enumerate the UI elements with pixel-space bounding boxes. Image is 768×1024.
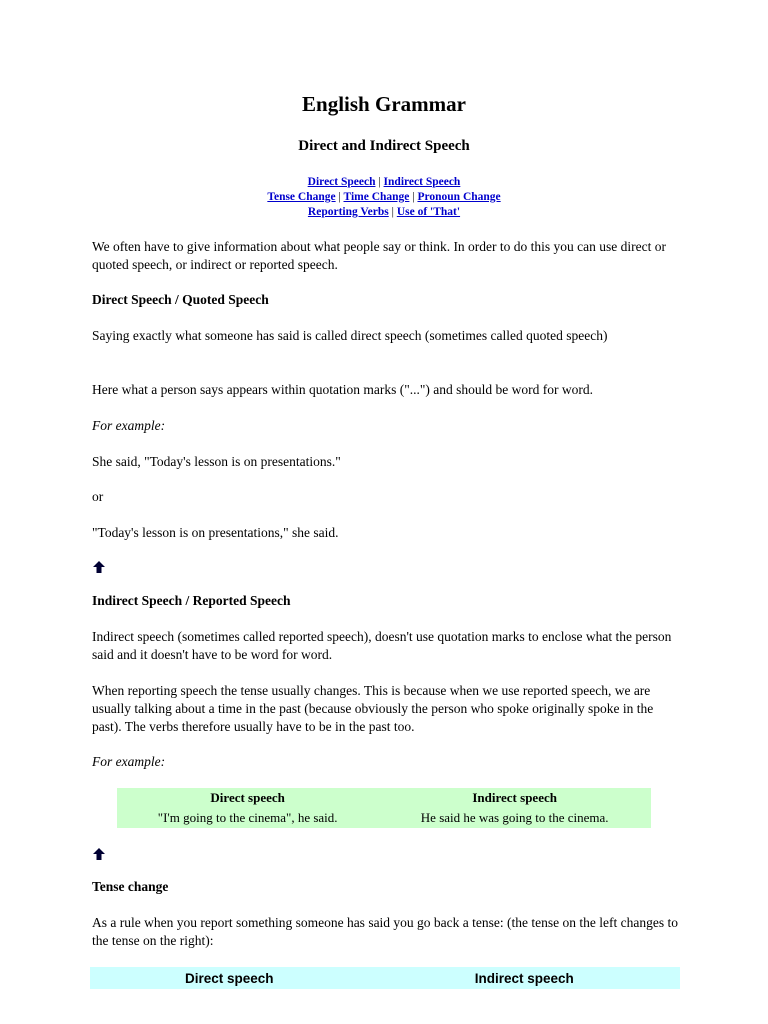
or-text: or bbox=[92, 489, 104, 504]
column-header: Direct speech bbox=[184, 970, 274, 986]
column-header: Indirect speech bbox=[472, 790, 557, 805]
intro-paragraph: We often have to give information about what people say or think. In order to do this you can use direct or quoted speech, or indirect or reported speech. bbox=[92, 239, 667, 272]
direct-speech-heading: Direct Speech / Quoted Speech bbox=[92, 292, 269, 307]
up-arrow-icon[interactable] bbox=[92, 560, 106, 574]
direct-speech-paragraph: Here what a person says appears within quotation marks ("...") and should be word for word. bbox=[92, 382, 594, 397]
table-row bbox=[117, 808, 651, 828]
nav-separator: | bbox=[378, 176, 381, 188]
indirect-speech-paragraph: Indirect speech (sometimes called reported speech), doesn't use quotation marks to enclose what the person said and it doesn't have to be word for word. bbox=[92, 629, 672, 662]
table-cell: "I'm going to the cinema", he said. bbox=[157, 810, 338, 825]
nav-separator: | bbox=[412, 191, 415, 203]
direct-speech-paragraph: Saying exactly what someone has said is called direct speech (sometimes called quoted speech) bbox=[92, 328, 608, 343]
table-header-row bbox=[117, 788, 651, 808]
column-header: Direct speech bbox=[210, 790, 285, 805]
nav-link-tense-change[interactable]: Tense Change bbox=[267, 191, 336, 203]
table-header-row bbox=[90, 967, 680, 989]
up-arrow-icon[interactable] bbox=[92, 847, 106, 861]
indirect-speech-paragraph: When reporting speech the tense usually changes. This is because when we use reported speech, we are usually talking about a time in the past (because obviously the person who spoke originally spoke in the past). The verbs therefore usually have to be in the past too. bbox=[92, 683, 654, 734]
nav-link-pronoun-change[interactable]: Pronoun Change bbox=[417, 191, 501, 203]
nav-link-direct-speech[interactable]: Direct Speech bbox=[307, 176, 376, 188]
tense-change-table bbox=[90, 967, 680, 989]
example-label: For example: bbox=[92, 418, 166, 433]
example-label: For example: bbox=[92, 754, 166, 769]
example-sentence: "Today's lesson is on presentations," she said. bbox=[92, 525, 339, 540]
example-sentence: She said, "Today's lesson is on presentations." bbox=[92, 454, 341, 469]
example-table bbox=[117, 788, 651, 828]
nav-link-time-change[interactable]: Time Change bbox=[343, 191, 410, 203]
column-header: Indirect speech bbox=[474, 970, 574, 986]
tense-change-paragraph: As a rule when you report something someone has said you go back a tense: (the tense on the left changes to the tense on the right): bbox=[92, 915, 678, 948]
page-subtitle: Direct and Indirect Speech bbox=[298, 138, 470, 154]
page-title: English Grammar bbox=[302, 92, 466, 116]
nav-link-indirect-speech[interactable]: Indirect Speech bbox=[383, 176, 461, 188]
tense-change-heading: Tense change bbox=[92, 879, 169, 894]
nav-separator: | bbox=[338, 191, 341, 203]
section-nav bbox=[0, 175, 768, 220]
nav-link-use-of-that[interactable]: Use of 'That' bbox=[396, 206, 461, 218]
nav-separator: | bbox=[391, 206, 394, 218]
table-cell: He said he was going to the cinema. bbox=[420, 810, 609, 825]
indirect-speech-heading: Indirect Speech / Reported Speech bbox=[92, 593, 291, 608]
nav-link-reporting-verbs[interactable]: Reporting Verbs bbox=[307, 206, 389, 218]
